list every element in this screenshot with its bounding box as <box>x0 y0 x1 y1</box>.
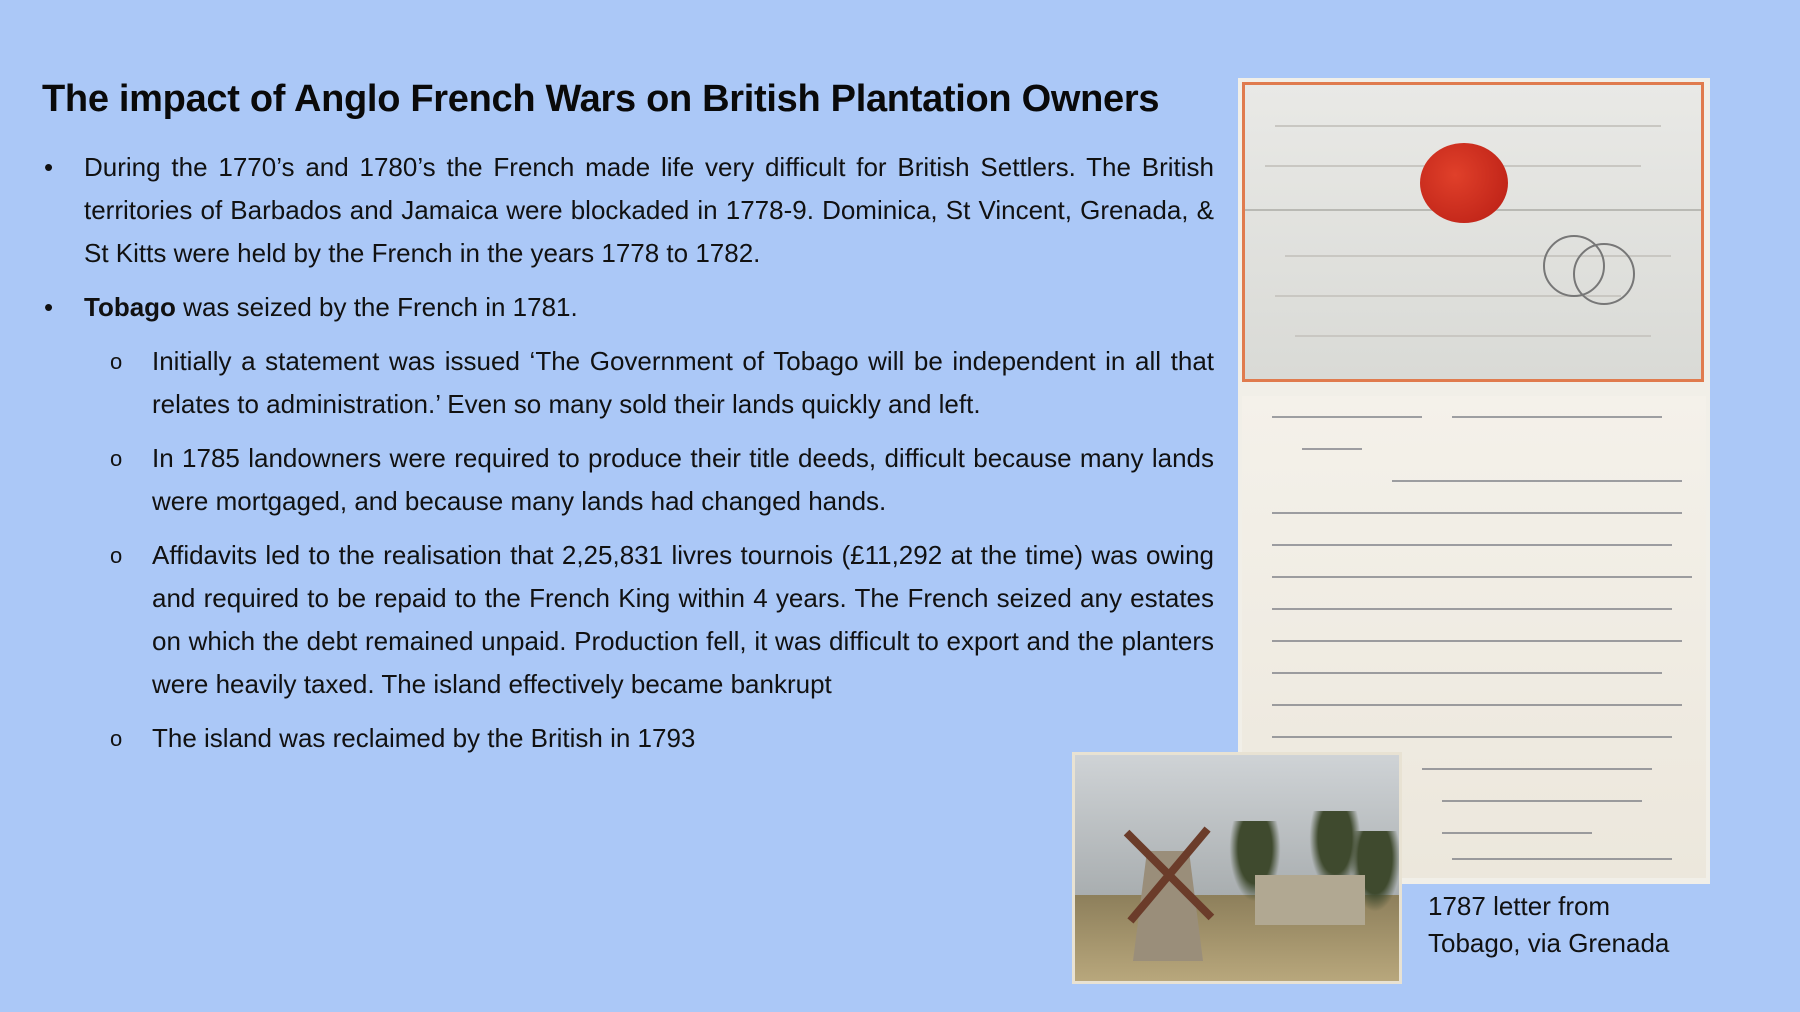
image-caption <box>1428 888 1748 962</box>
sub-bullet-marker: o <box>110 349 123 374</box>
bullet-text: was seized by the French in 1781. <box>175 292 578 322</box>
sub-bullet-text: Initially a statement was issued ‘The Government of Tobago will be independent in all that relates to administration.’ Even so many sold their lands quickly and left. <box>152 346 1214 419</box>
sub-bullet-marker: o <box>110 543 123 568</box>
caption-line: Tobago, via Grenada <box>1428 928 1670 958</box>
envelope-cover <box>1242 82 1704 382</box>
bullet-item <box>42 286 1214 329</box>
sub-bullet-item <box>42 437 1214 523</box>
bullet-item <box>42 146 1214 275</box>
bullet-marker: • <box>44 292 54 322</box>
sub-bullet-text: The island was reclaimed by the British in 1793 <box>152 723 696 753</box>
postmark-stamp <box>1573 243 1635 305</box>
bullet-bold-text: Tobago <box>84 292 176 322</box>
bullet-text: During the 1770’s and 1780’s the French made life very difficult for British Settlers. The British territories of Barbados and Jamaica were blockaded in 1778-9. Dominica, St Vincent, Grenada, & St Kitts were held by the French in the years 1778 to 1782. <box>84 152 1214 268</box>
mill-house <box>1255 875 1365 925</box>
sub-bullet-text: Affidavits led to the realisation that 2,25,831 livres tournois (£11,292 at the time) was owing and required to be repaid to the French King within 4 years. The French seized any estates on which the debt remained unpaid. Production fell, it was difficult to export and the planters were heavily taxed. The island effectively became bankrupt <box>152 540 1214 699</box>
sub-bullet-item <box>42 534 1214 706</box>
windmill-painting-image <box>1072 752 1402 984</box>
wax-seal <box>1420 143 1508 223</box>
bullet-marker: • <box>44 152 54 182</box>
sub-bullet-marker: o <box>110 726 123 751</box>
sub-bullet-marker: o <box>110 446 123 471</box>
caption-line: 1787 letter from <box>1428 891 1611 921</box>
sub-bullet-item <box>42 717 1214 760</box>
sub-bullet-item <box>42 340 1214 426</box>
slide-body <box>42 146 1214 771</box>
slide-title: The impact of Anglo French Wars on British Plantation Owners <box>42 78 1160 120</box>
sub-bullet-text: In 1785 landowners were required to produce their title deeds, difficult because many lands were mortgaged, and because many lands had changed hands. <box>152 443 1214 516</box>
